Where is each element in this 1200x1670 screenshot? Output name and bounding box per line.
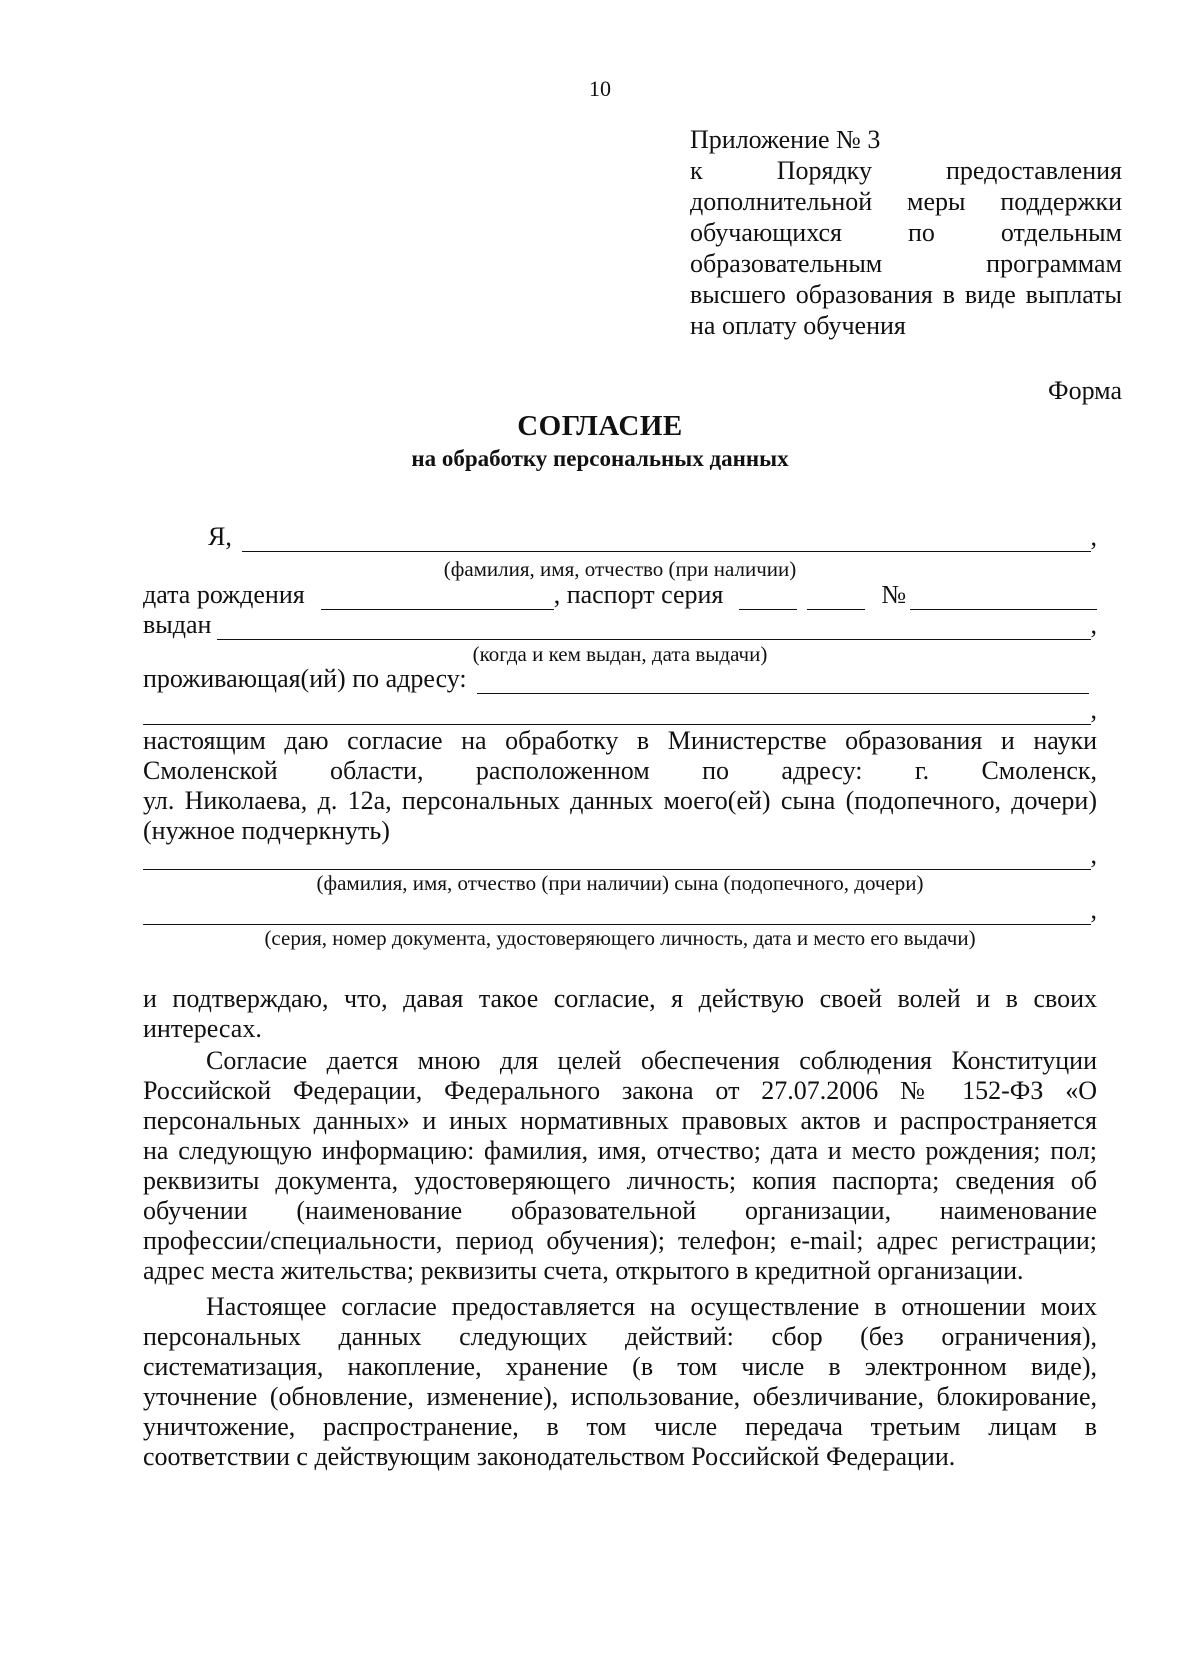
doc-field[interactable] [143,902,1091,925]
appendix-line: на оплату обучения [690,311,906,340]
text-line: Настоящее согласие предоставляется на осуществление в отношении моих [206,1292,1097,1321]
text-line: Российской Федерации, Федерального закона от 27.07.2006 № 152-ФЗ «О [143,1076,1097,1105]
text-line: ул. Николаева, д. 12а, персональных данных моего(ей) сына (подопечного, дочери) [143,786,1097,815]
document-title: СОГЛАСИЕ [517,410,683,442]
text-line: соответствии с действующим законодательством Российской Федерации. [143,1442,956,1471]
fio-caption: (фамилия, имя, отчество (при наличии) [443,557,797,581]
ya-label: Я, [208,522,232,551]
birth-date-field[interactable] [321,587,554,610]
passport-series-field-1[interactable] [739,587,797,610]
number-label: № [881,580,907,609]
actions-paragraph [143,1292,1097,1472]
appendix-line: Приложение № 3 [690,125,881,154]
text-line: профессии/специальности, период обучения); телефон; e-mail; адрес регистрации; [143,1226,1097,1255]
comma: , [1090,895,1097,924]
text-line: персональных данных следующих действий: сбор (без ограничения), [143,1322,1097,1351]
child-fio-caption: (фамилия, имя, отчество (при наличии) сына (подопечного, дочери) [316,871,924,895]
issued-field[interactable] [217,617,1090,640]
text-line: уточнение (обновление, изменение), использование, обезличивание, блокирование, [143,1382,1097,1411]
confirm-paragraph [143,984,1097,1044]
text-line: уничтожение, распространение, в том числе передача третьим лицам в [143,1412,1097,1441]
doc-caption: (серия, номер документа, удостоверяющего личность, дата и место его выдачи) [264,926,976,950]
text-line: (нужное подчеркнуть) [143,816,390,845]
appendix-line: дополнительной меры поддержки [690,187,1122,216]
appendix-line: образовательным программам [690,249,1122,278]
issued-label: выдан [143,610,212,639]
purpose-paragraph [143,1046,1097,1286]
document-subtitle: на обработку персональных данных [411,446,789,471]
page-number: 10 [589,76,611,101]
comma: , [1090,610,1097,639]
address-field-2[interactable] [143,702,1091,725]
text-line: и подтверждаю, что, давая такое согласие, я действую своей волей и в своих [143,984,1097,1013]
form-label: Форма [1048,376,1122,405]
text-line: персональных данных» и иных нормативных правовых актов и распространяется [143,1106,1097,1135]
birth-label: дата рождения [143,580,305,609]
address-field[interactable] [477,671,1089,694]
fio-row [143,522,1097,552]
text-line: реквизиты документа, удостоверяющего личность; копия паспорта; сведения об [143,1166,1097,1195]
child-fio-row [143,840,1097,870]
text-line: настоящим даю согласие на обработку в Министерстве образования и науки [143,726,1097,755]
passport-number-field[interactable] [910,587,1097,610]
passport-series-field-2[interactable] [807,587,865,610]
comma: , [1090,522,1097,551]
child-fio-field[interactable] [143,847,1091,870]
comma: , [1090,695,1097,724]
address-label: проживающая(ий) по адресу: [143,664,467,693]
issued-row [143,610,1097,640]
text-line: обучении (наименование образовательной организации, наименование [143,1196,1097,1225]
text-line: систематизация, накопление, хранение (в том числе в электронном виде), [143,1352,1097,1381]
address-row-2 [143,695,1097,725]
passport-label: , паспорт серия [553,580,724,609]
address-row [143,664,1097,694]
doc-row [143,895,1097,925]
birth-passport-row [143,580,1097,610]
appendix-block [690,124,1122,341]
text-line: интересах. [143,1014,262,1043]
appendix-line: высшего образования в виде выплаты [690,280,1122,309]
text-line: адрес места жительства; реквизиты счета, открытого в кредитной организации. [143,1256,1024,1285]
appendix-line: обучающихся по отдельным [690,218,1122,247]
appendix-line: к Порядку предоставления [690,156,1122,185]
consent-paragraph [143,726,1097,846]
fio-field[interactable] [242,529,1091,552]
issued-caption: (когда и кем выдан, дата выдачи) [472,642,768,666]
text-line: Согласие дается мною для целей обеспечения соблюдения Конституции [206,1046,1097,1075]
text-line: на следующую информацию: фамилия, имя, отчество; дата и место рождения; пол; [143,1136,1097,1165]
text-line: Смоленской области, расположенном по адресу: г. Смоленск, [143,756,1097,785]
comma: , [1090,840,1097,869]
